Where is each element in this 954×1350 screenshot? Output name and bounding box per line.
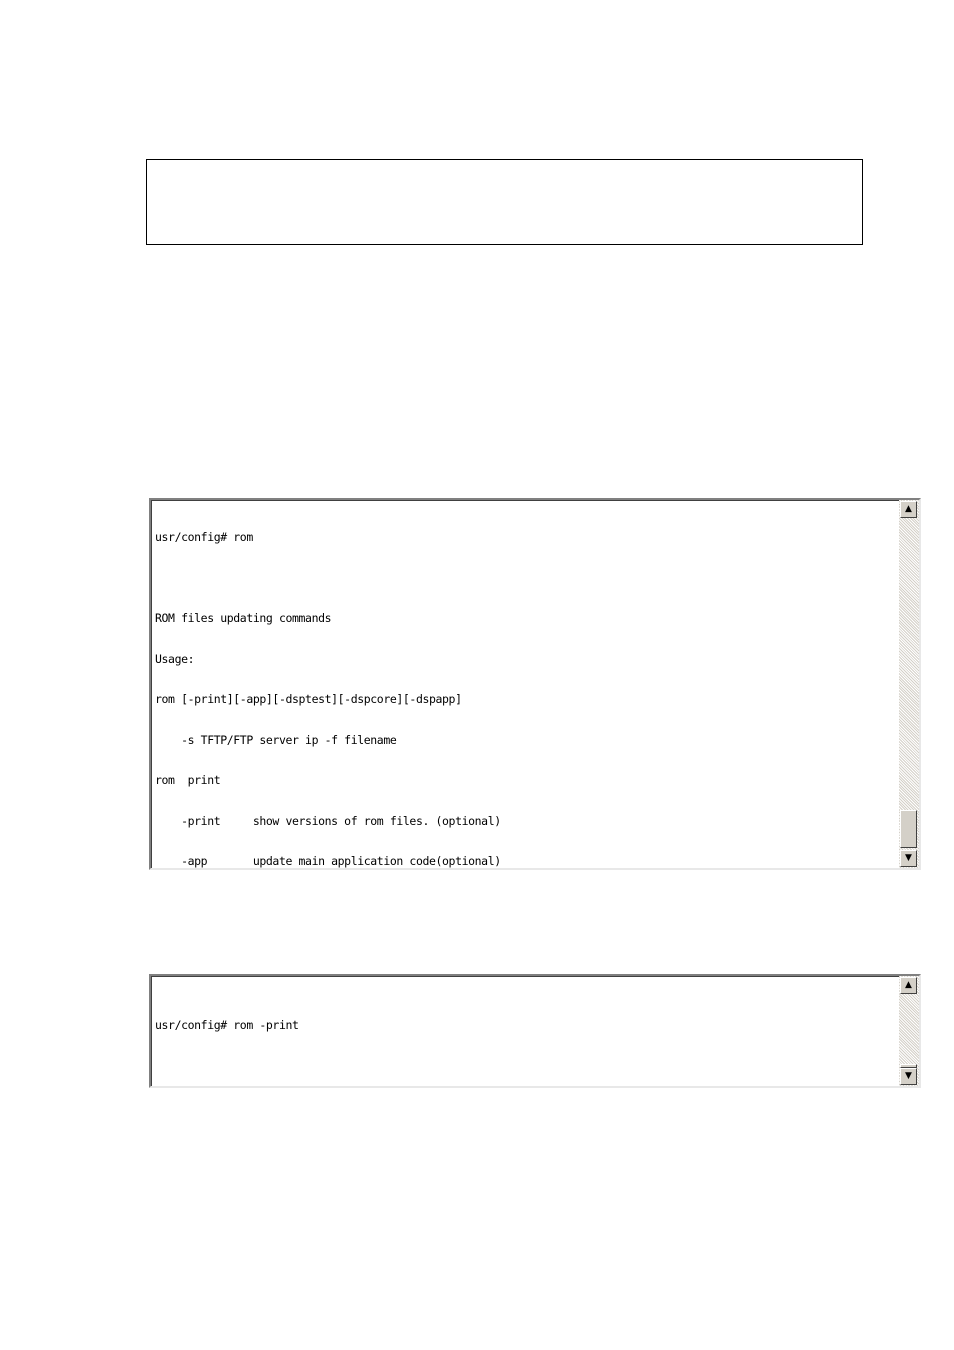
terminal-window-rom-help[interactable] <box>149 498 921 870</box>
scroll-down-arrow-icon[interactable]: ▼ <box>900 850 917 867</box>
terminal-text <box>155 504 899 868</box>
terminal-output-area[interactable] <box>151 500 899 868</box>
terminal-line: -print show versions of rom files. (optional) <box>155 813 501 828</box>
terminal-output-area[interactable] <box>151 976 899 1086</box>
scroll-up-arrow-icon[interactable]: ▲ <box>900 977 917 994</box>
vertical-scrollbar[interactable] <box>899 500 919 868</box>
terminal-window-rom-print[interactable] <box>149 974 921 1088</box>
terminal-line <box>155 1060 899 1074</box>
terminal-line: rom print <box>155 773 221 787</box>
scroll-up-arrow-icon[interactable]: ▲ <box>900 501 917 518</box>
terminal-line: ROM files updating commands <box>155 611 332 625</box>
terminal-line: usr/config# rom <box>155 530 253 544</box>
terminal-text <box>155 992 899 1086</box>
terminal-line: rom [-print][-app][-dsptest][-dspcore][-dspapp] <box>155 692 462 706</box>
terminal-line <box>155 572 899 586</box>
terminal-line: -s TFTP/FTP server ip -f filename <box>155 732 397 747</box>
terminal-line: Usage: <box>155 651 195 666</box>
terminal-command-line: usr/config# rom -print <box>155 1018 299 1032</box>
terminal-line: -app update main application code(optional) <box>155 854 501 868</box>
vertical-scrollbar[interactable] <box>899 976 919 1086</box>
scroll-down-arrow-icon[interactable]: ▼ <box>900 1068 917 1085</box>
note-box <box>146 159 863 245</box>
scrollbar-thumb[interactable] <box>900 810 917 848</box>
